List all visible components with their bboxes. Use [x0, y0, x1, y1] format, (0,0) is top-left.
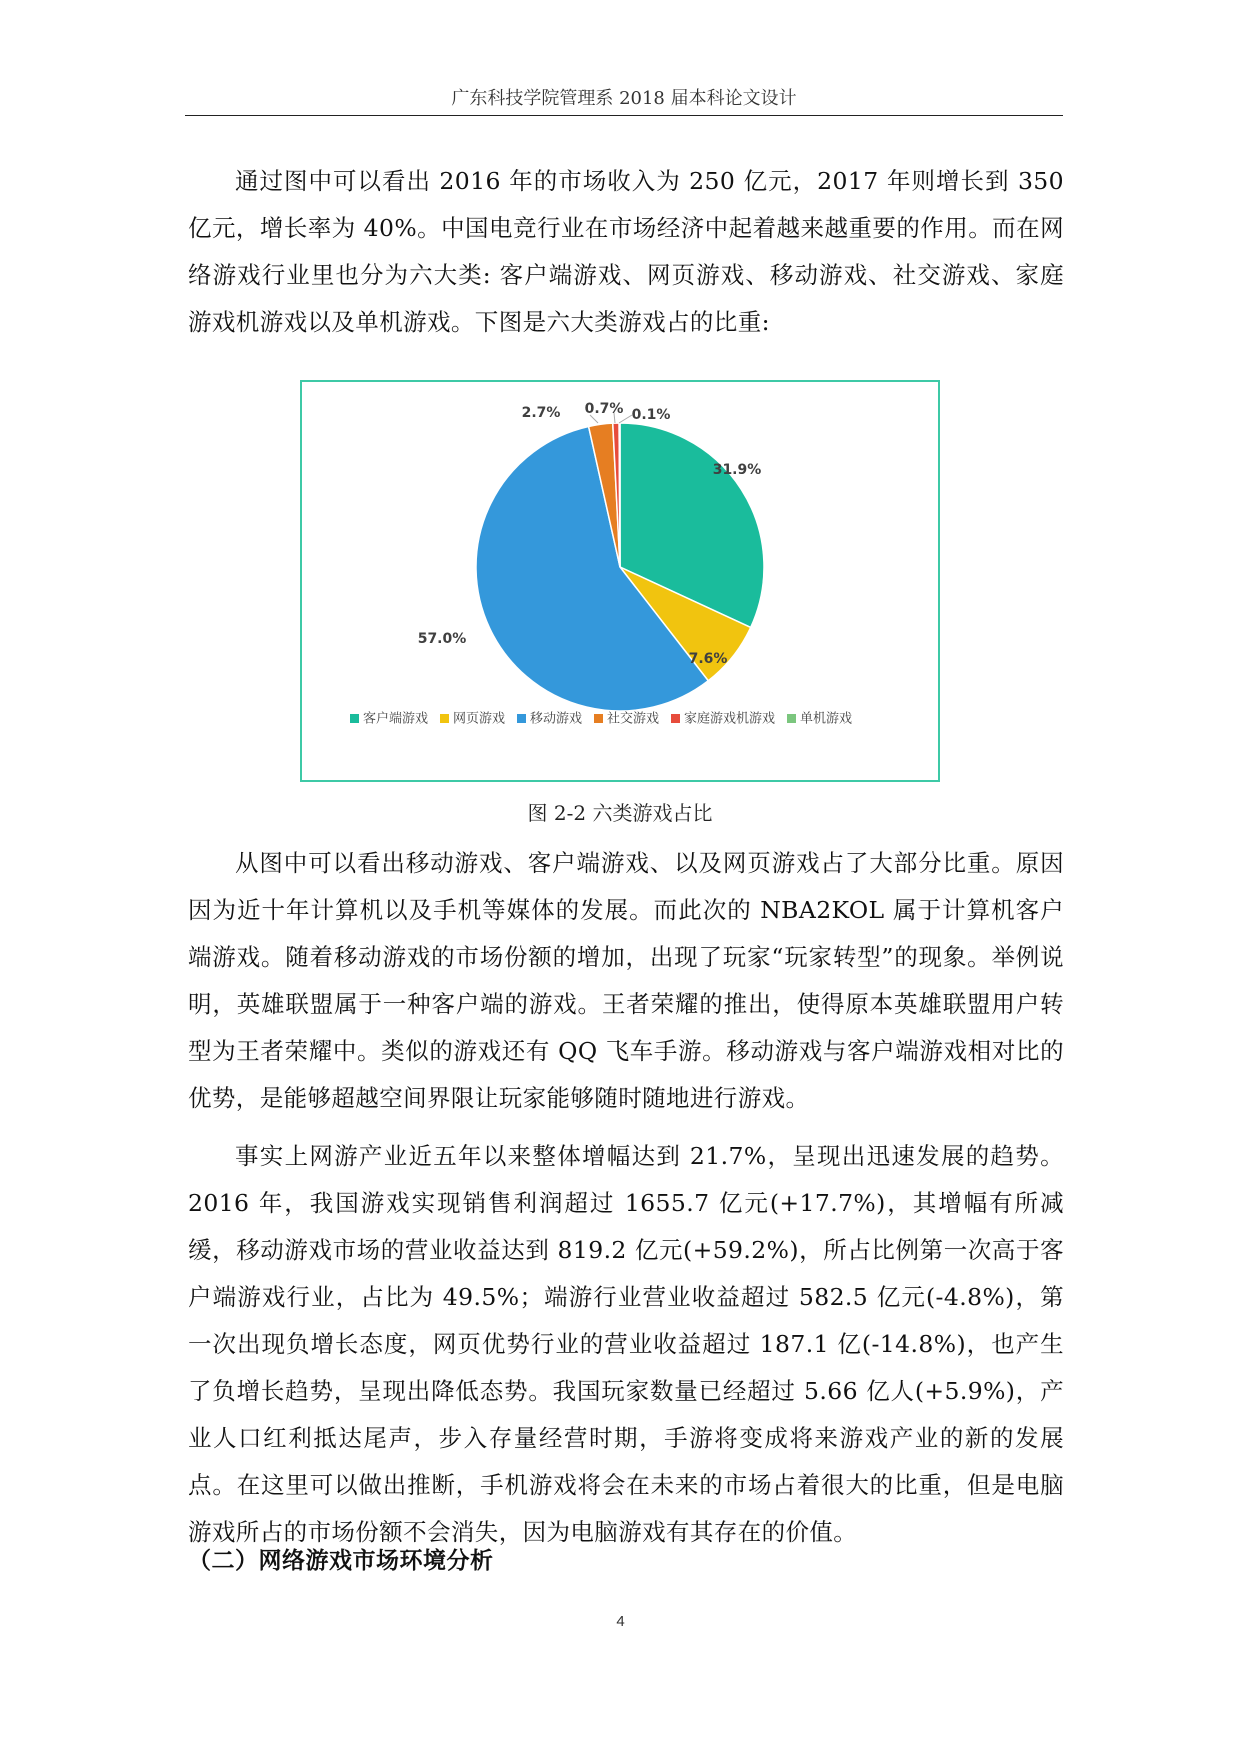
data-label-6: 0.1%: [631, 407, 671, 423]
pie-slice-6: [619, 423, 620, 567]
pie-chart: [302, 382, 938, 780]
legend-swatch-2: [440, 714, 449, 723]
legend-swatch-1: [350, 714, 359, 723]
data-label-2: 7.6%: [688, 651, 728, 667]
legend-label-2: 网页游戏: [453, 711, 506, 727]
legend-label-3: 移动游戏: [530, 711, 583, 727]
legend-label-6: 单机游戏: [800, 711, 853, 727]
legend-swatch-5: [671, 714, 680, 723]
legend-label-1: 客户端游戏: [363, 711, 429, 727]
header-rule: [185, 115, 1063, 116]
data-label-3: 57.0%: [417, 631, 467, 647]
data-label-1: 31.9%: [712, 462, 762, 478]
running-header: 广东科技学院管理系 2018 届本科论文设计: [451, 88, 797, 109]
pie-chart-figure: [300, 380, 940, 782]
legend-label-4: 社交游戏: [607, 711, 660, 727]
legend-swatch-4: [594, 714, 603, 723]
body-paragraph-2: 从图中可以看出移动游戏、客户端游戏、以及网页游戏占了大部分比重。原因因为近十年计算机以及手机等媒体的发展。而此次的 NBA2KOL 属于计算机客户端游戏。随着移动游戏的市场份额的增加，出现了玩家“玩家转型”的现象。举例说明，英雄联盟属于一种客户端的游戏。王者荣耀的推出，使得原本英雄联盟用户转型为王者荣耀中。类似的游戏还有 QQ 飞车手游。移动游戏与客户端游戏相对比的优势，是能够超越空间界限让玩家能够随时随地进行游戏。: [188, 849, 1064, 1112]
page-number: 4: [616, 1613, 625, 1630]
figure-caption: 图 2-2 六类游戏占比: [527, 801, 713, 825]
data-label-4: 2.7%: [521, 405, 561, 421]
data-label-5: 0.7%: [584, 401, 624, 417]
legend-swatch-6: [787, 714, 796, 723]
body-paragraph-3: 事实上网游产业近五年以来整体增幅达到 21.7%，呈现出迅速发展的趋势。2016 年，我国游戏实现销售利润超过 1655.7 亿元(+17.7%)，其增幅有所减缓，移动游戏市场的营业收益达到 819.2 亿元(+59.2%)，所占比例第一次高于客户端游戏行业，占比为 49.5%；端游行业营业收益超过 582.5 亿元(-4.8%)，第一次出现负增长态度，网页优势行业的营业收益超过 187.1 亿(-14.8%)，也产生了负增长趋势，呈现出降低态势。我国玩家数量已经超过 5.66 亿人(+5.9%)，产业人口红利抵达尾声，步入存量经营时期，手游将变成将来游戏产业的新的发展点。在这里可以做出推断，手机游戏将会在未来的市场占着很大的比重，但是电脑游戏所占的市场份额不会消失，因为电脑游戏有其存在的价值。: [188, 1142, 1064, 1546]
legend-label-5: 家庭游戏机游戏: [684, 711, 776, 727]
section-heading: （二）网络游戏市场环境分析: [188, 1548, 494, 1574]
body-paragraph-1: 通过图中可以看出 2016 年的市场收入为 250 亿元，2017 年则增长到 350 亿元，增长率为 40%。中国电竞行业在市场经济中起着越来越重要的作用。而在网络游戏行业里也分为六大类: 客户端游戏、网页游戏、移动游戏、社交游戏、家庭游戏机游戏以及单机游戏。下图是六大类游戏占的比重:: [188, 167, 1064, 336]
legend-swatch-3: [517, 714, 526, 723]
